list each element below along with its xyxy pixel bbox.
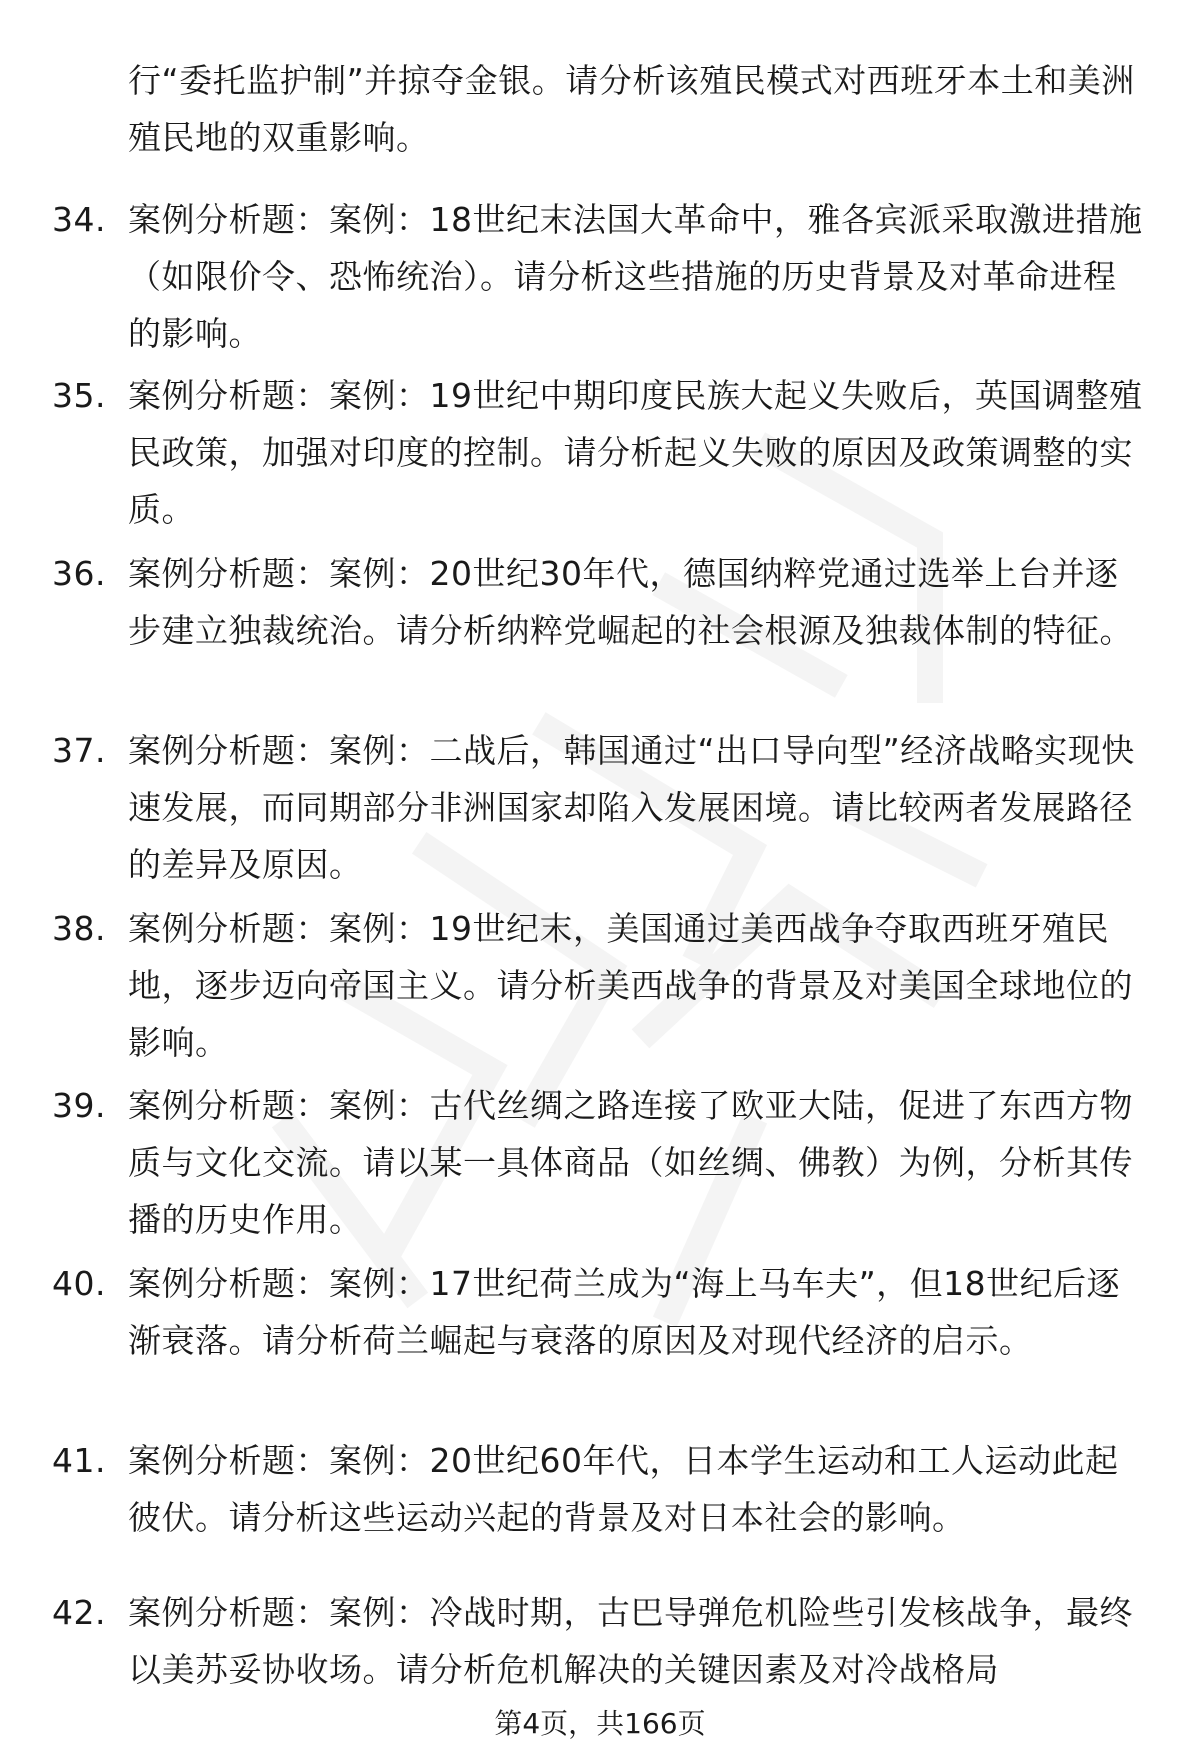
question-text: 案例分析题：案例：17世纪荷兰成为“海上马车夫”，但18世纪后逐渐衰落。请分析荷兰崛起与衰落的原因及对现代经济的启示。 — [128, 1264, 1121, 1360]
question-number: 35. — [52, 376, 106, 415]
question-text: 案例分析题：案例：18世纪末法国大革命中，雅各宾派采取激进措施（如限价令、恐怖统治）。请分析这些措施的历史背景及对革命进程的影响。 — [128, 200, 1143, 353]
question-text: 案例分析题：案例：20世纪60年代，日本学生运动和工人运动此起彼伏。请分析这些运动兴起的背景及对日本社会的影响。 — [128, 1441, 1119, 1537]
question-number: 39. — [52, 1086, 106, 1125]
page-footer — [0, 1704, 1200, 1744]
question-number: 36. — [52, 554, 106, 593]
question-number: 34. — [52, 200, 106, 239]
question-continuation — [128, 52, 1148, 166]
question-number: 42. — [52, 1593, 106, 1632]
question-text: 案例分析题：案例：古代丝绸之路连接了欧亚大陆，促进了东西方物质与文化交流。请以某一具体商品（如丝绸、佛教）为例，分析其传播的历史作用。 — [128, 1086, 1133, 1239]
question-number: 38. — [52, 909, 106, 948]
question-number: 37. — [52, 731, 106, 770]
question-number: 40. — [52, 1264, 106, 1303]
question-text: 案例分析题：案例：19世纪末，美国通过美西战争夺取西班牙殖民地，逐步迈向帝国主义。请分析美西战争的背景及对美国全球地位的影响。 — [128, 909, 1133, 1062]
continuation-text: 行“委托监护制”并掠夺金银。请分析该殖民模式对西班牙本土和美洲殖民地的双重影响。 — [128, 61, 1135, 157]
question-text: 案例分析题：案例：冷战时期，古巴导弹危机险些引发核战争，最终以美苏妥协收场。请分析危机解决的关键因素及对冷战格局 — [128, 1593, 1133, 1689]
page-number-label: 第4页，共166页 — [494, 1707, 706, 1740]
question-number: 41. — [52, 1441, 106, 1480]
question-text: 案例分析题：案例：19世纪中期印度民族大起义失败后，英国调整殖民政策，加强对印度的控制。请分析起义失败的原因及政策调整的实质。 — [128, 376, 1143, 529]
question-text: 案例分析题：案例：20世纪30年代，德国纳粹党通过选举上台并逐步建立独裁统治。请分析纳粹党崛起的社会根源及独裁体制的特征。 — [128, 554, 1133, 650]
question-text: 案例分析题：案例：二战后，韩国通过“出口导向型”经济战略实现快速发展，而同期部分非洲国家却陷入发展困境。请比较两者发展路径的差异及原因。 — [128, 731, 1135, 884]
